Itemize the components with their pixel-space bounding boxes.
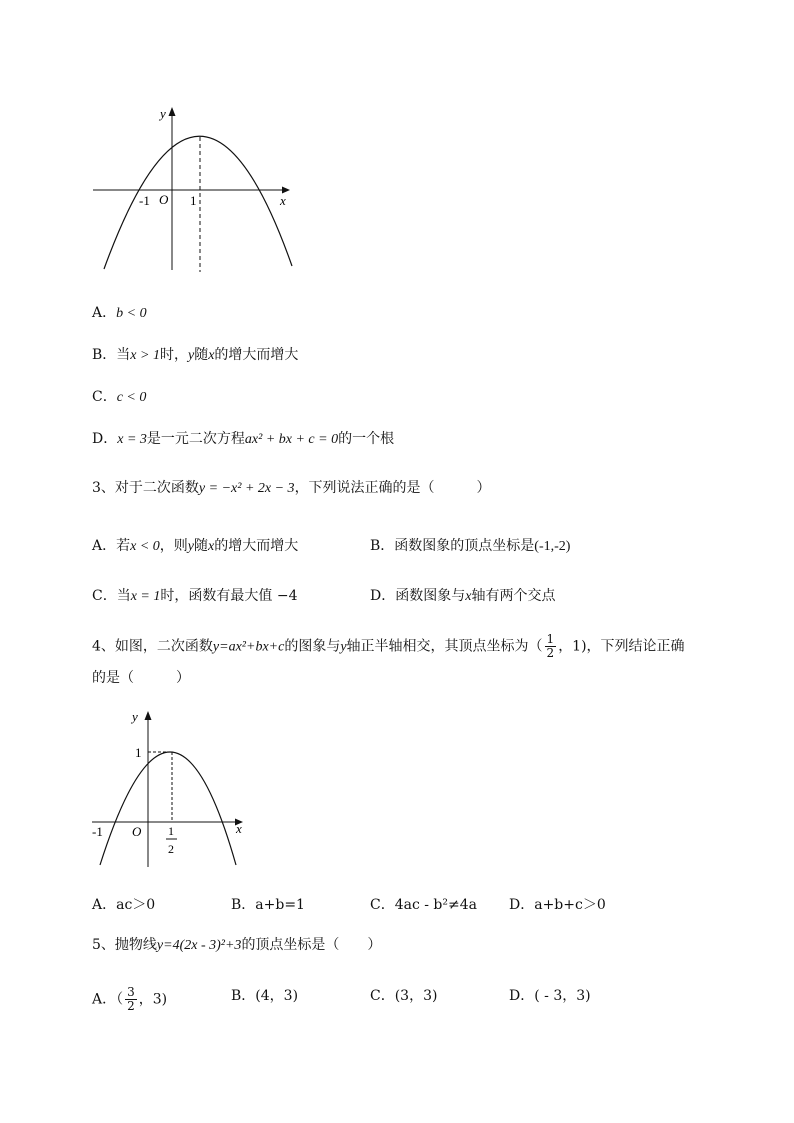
text: 的图象与 xyxy=(284,638,341,655)
option-prefix: A． xyxy=(92,305,117,321)
option-prefix: C．当 xyxy=(92,588,131,604)
fraction-numerator: 3 xyxy=(127,985,135,999)
tick-half-denominator: 2 xyxy=(168,842,174,856)
option-prefix: B．当 xyxy=(92,347,131,363)
q2-option-c xyxy=(92,387,146,408)
text: ，3) xyxy=(138,991,168,1008)
math-expr: x = 1 xyxy=(130,589,161,604)
option-text: C．4ac - b²≠4a xyxy=(370,897,477,913)
option-prefix: A．（ xyxy=(92,991,124,1008)
text: 轴有两个交点 xyxy=(471,588,556,604)
q3-option-c xyxy=(92,586,297,607)
graph-1 xyxy=(90,100,305,275)
q3-stem xyxy=(92,478,491,499)
text: 时， xyxy=(159,347,188,363)
text: 的一个根 xyxy=(338,431,395,447)
text: 随 xyxy=(194,347,209,363)
x-label: x xyxy=(280,193,286,208)
math-expr: y xyxy=(187,348,195,363)
text: 随 xyxy=(194,538,209,554)
y-axis-arrow xyxy=(145,711,152,720)
option-text: D．( - 3，3) xyxy=(509,988,591,1004)
q2-option-a xyxy=(92,303,147,324)
q2-option-b xyxy=(92,345,298,366)
y-label: y xyxy=(160,106,166,121)
option-prefix: C． xyxy=(92,389,117,405)
text: ，1)，下列结论正确 xyxy=(558,638,685,655)
math-expr: ax² + bx + c = 0 xyxy=(244,432,339,447)
tick-neg1-label: -1 xyxy=(92,824,103,839)
fraction-denominator: 2 xyxy=(127,999,135,1013)
q3-option-b xyxy=(370,536,570,557)
q5-option-c xyxy=(370,986,437,1006)
math-expr: b < 0 xyxy=(116,306,147,321)
tick-half-numerator: 1 xyxy=(168,824,174,838)
option-prefix: B．函数图象的顶点坐标是 xyxy=(370,538,535,554)
text: 的是（ ） xyxy=(92,670,190,686)
math-expr: x xyxy=(208,348,215,363)
math-expr: x = 3 xyxy=(117,432,147,447)
parabola-curve xyxy=(104,136,292,269)
option-prefix: A．若 xyxy=(92,538,131,554)
q4-option-b xyxy=(231,895,305,915)
origin-label: O xyxy=(159,192,169,207)
x-label: x xyxy=(236,821,242,836)
text: ，下列说法正确的是（ ） xyxy=(294,480,491,496)
q5-option-a xyxy=(92,986,167,1013)
math-expr: y=ax²+bx+c xyxy=(212,639,285,655)
fraction-denominator: 2 xyxy=(546,646,555,660)
q4-option-a xyxy=(92,895,155,915)
text: 3、对于二次函数 xyxy=(92,480,199,496)
q4-stem-line2 xyxy=(92,668,190,688)
text: ，则 xyxy=(159,538,188,554)
q3-option-a xyxy=(92,536,298,557)
q4-option-c xyxy=(370,895,477,915)
math-expr: y = −x² + 2x − 3 xyxy=(198,481,295,496)
option-text: B．a+b=1 xyxy=(231,897,305,913)
tick-neg1-label: -1 xyxy=(139,193,150,208)
math-expr: x xyxy=(465,589,472,604)
fraction-numerator: 1 xyxy=(546,632,555,646)
q5-option-b xyxy=(231,986,298,1006)
math-expr: y xyxy=(187,539,195,554)
tick-1-label: 1 xyxy=(190,193,197,208)
fraction-one-half xyxy=(545,633,557,660)
q5-option-d xyxy=(509,986,591,1006)
q2-option-d xyxy=(92,429,394,450)
tick-y1-label: 1 xyxy=(135,745,142,760)
text: 的顶点坐标是（ ） xyxy=(241,937,382,953)
q3-option-d xyxy=(370,586,555,607)
text: 的增大而增大 xyxy=(214,538,299,554)
math-expr: x xyxy=(208,539,215,554)
text: 的增大而增大 xyxy=(214,347,299,363)
text: 轴正半轴相交，其顶点坐标为（ xyxy=(346,638,543,655)
origin-label: O xyxy=(132,824,142,839)
text: 时，函数有最大值 −4 xyxy=(160,588,298,604)
math-expr: c < 0 xyxy=(116,390,147,405)
option-text: B．(4，3) xyxy=(231,988,299,1004)
y-label: y xyxy=(132,709,138,724)
math-expr: x > 1 xyxy=(130,348,160,363)
q5-stem xyxy=(92,935,381,956)
option-text: D．a+b+c＞0 xyxy=(509,897,606,913)
text: 是一元二次方程 xyxy=(146,431,245,447)
option-text: C．(3，3) xyxy=(370,988,438,1004)
option-prefix: D． xyxy=(92,431,118,447)
option-prefix: D．函数图象与 xyxy=(370,588,466,604)
text: 5、抛物线 xyxy=(92,937,157,953)
graph-2 xyxy=(88,705,258,870)
math-expr: x < 0 xyxy=(130,539,160,554)
text: 4、如图，二次函数 xyxy=(92,638,213,655)
fraction-three-halves xyxy=(125,986,137,1013)
q4-option-d xyxy=(509,895,606,915)
option-text: A．ac＞0 xyxy=(92,897,156,913)
y-axis-arrow xyxy=(169,107,176,116)
math-expr: y xyxy=(340,639,347,655)
math-expr: y=4(2x - 3)²+3 xyxy=(156,938,242,953)
math-expr: (-1,-2) xyxy=(534,539,571,554)
q4-stem-line1 xyxy=(92,633,685,660)
